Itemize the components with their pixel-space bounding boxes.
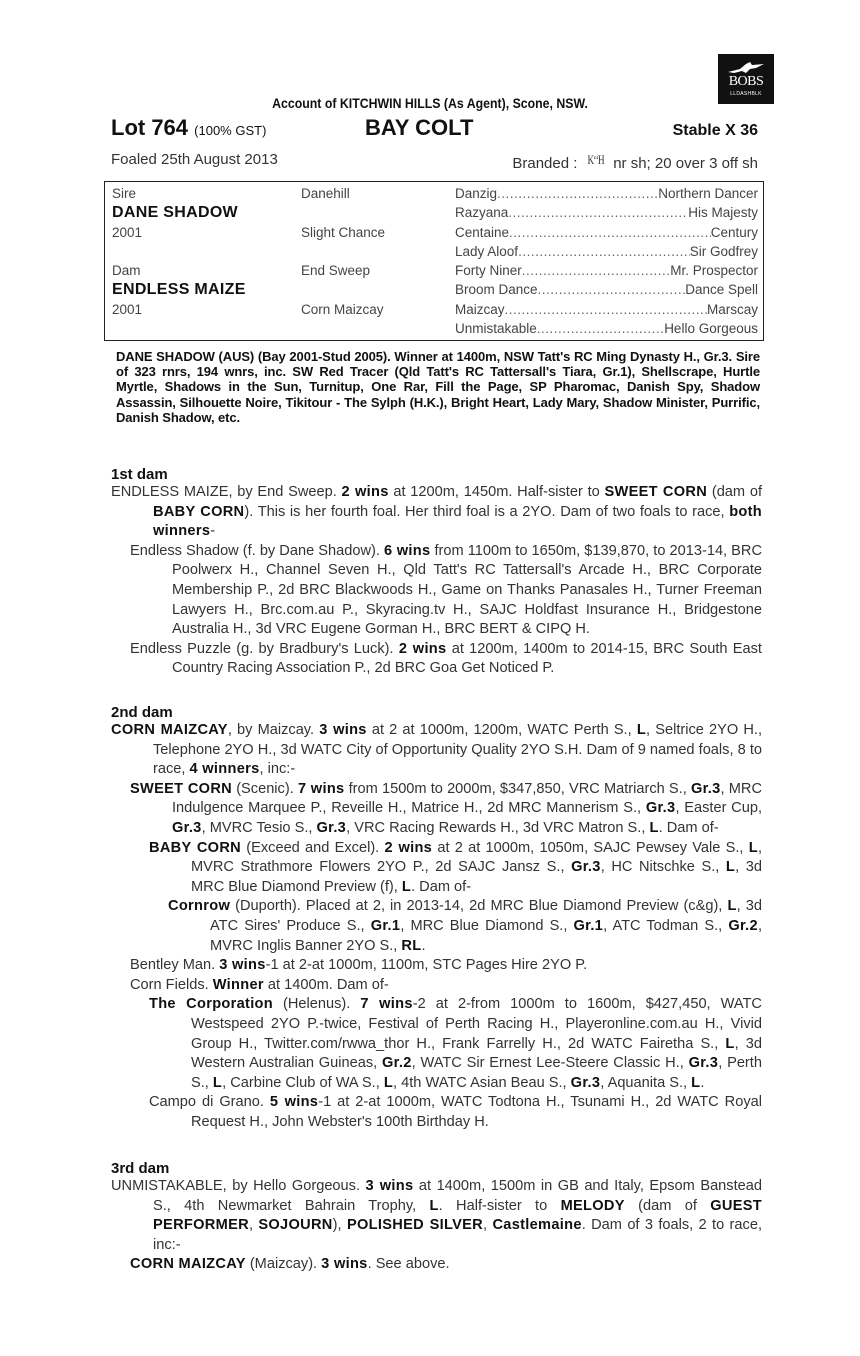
bold-text: L — [429, 1197, 439, 1214]
text: Forty Niner — [455, 263, 522, 278]
text: at 2 at 1000m, 1200m, WATC Perth S., — [366, 722, 637, 738]
bold-text: L — [691, 1074, 701, 1091]
dam-paragraph — [111, 721, 762, 780]
text: -1 at 2-at 1000m, WATC Todtona H., Tsunami H., 2d WATC Royal Request H., John Webster's 100th Birthday H. — [191, 1094, 762, 1130]
foaled-date: Foaled 25th August 2013 — [111, 151, 278, 168]
ancestor-row — [455, 184, 758, 203]
text: , 3d Western Australian Guineas, — [191, 1035, 762, 1072]
text: Lot 764 — [111, 115, 189, 140]
bold-text: Gr.2 — [382, 1055, 412, 1072]
bold-text: L — [748, 839, 758, 856]
bold-text: Gr.3 — [570, 1074, 601, 1091]
bold-text: 3 wins — [319, 722, 367, 738]
text: . Half-sister to — [438, 1197, 561, 1214]
bold-text: L — [636, 722, 647, 738]
bold-text: Gr.1 — [370, 917, 401, 934]
bold-text: both winners — [153, 503, 763, 540]
text: -2 at 2-from 1000m to 1600m, $427,450, WATC Westspeed 2YO P.-twice, Festival of Perth Racing H., Playeronline.com.au H., Vivid Group H., Twitter.com/rwwa_thor H., Frank Farrelly H., 2d WATC Fairetha S., — [191, 996, 762, 1052]
text: from 1100m to 1650m, $139,870, to 2013-14, BRC Poolwerx H., Channel Seven H., Qld Tatt's RC Tattersall's Arcade H., BRC Corporate Membership P., 2d BRC Blackwoods H., Game on Thanks Panasales H., Turner Freeman Lawyers H., Brc.com.au P., Skyracing.tv H., SAJC Holdfast Insurance H., Bridgestone Australia H., 3d VRC Eugene Gorman H., BRC BERT & CIPQ H. — [172, 542, 762, 638]
bold-text: L — [401, 878, 412, 895]
dam-name: ENDLESS MAIZE — [112, 281, 246, 298]
progeny-paragraph — [111, 1255, 762, 1275]
text: at 1200m, 1400m to 2014-15, BRC South East Country Racing Association P., 2d BRC Goa Get Noticed P. — [172, 640, 762, 677]
bold-text: L — [212, 1074, 223, 1091]
text: Account of KITCHWIN HILLS (As Agent), Scone, NSW. — [272, 95, 588, 111]
text: , HC Nitschke S., — [600, 859, 726, 876]
bold-text: Cornrow — [168, 898, 231, 915]
third-dam-section — [111, 1160, 762, 1275]
text: Endless Shadow (f. by Dane Shadow). — [130, 542, 384, 559]
gst-note: (100% GST) — [194, 123, 267, 138]
text: , MVRC Inglis Banner 2YO S., — [210, 917, 762, 954]
text: , 3d MRC Blue Diamond Preview (f), — [191, 859, 763, 895]
text: - — [210, 523, 216, 540]
bold-text: L — [725, 1035, 735, 1052]
ancestor-row — [455, 242, 758, 261]
progeny-paragraph — [111, 542, 762, 640]
bold-text: Gr.2 — [728, 917, 758, 934]
dam-paragraph — [111, 483, 762, 542]
ancestor-row — [455, 300, 758, 319]
sire-summary: DANE SHADOW (AUS) (Bay 2001-Stud 2005). Winner at 1400m, NSW Tatt's RC Ming Dynasty H., Gr.3. Sire of 323 rnrs, 194 wnrs, inc. SW Red Tracer (Qld Tatt's RC Tattersall's Tiara, Gr.1), Shellscrape, Hurtle Myrtle, Shadows in the Sun, Turnitup, One Rar, Fill the Page, SP Pharomac, Danish Spy, Shadow Assassin, Silhouette Noire, Tikitour - The Sylph (H.K.), Bright Heart, Lady Mary, Shadow Minister, Purrific, Danish Shadow, etc. — [116, 349, 760, 425]
text: , — [483, 1217, 493, 1234]
text: , Perth S., — [191, 1055, 762, 1091]
dam-sire: End Sweep — [301, 263, 371, 278]
text: , Carbine Club of WA S., — [222, 1074, 384, 1091]
second-dam-section — [111, 704, 762, 1132]
bold-text: L — [727, 898, 737, 915]
text: , ATC Todman S., — [603, 917, 729, 934]
bold-text: Gr.3 — [688, 1055, 719, 1072]
text: , 4th WATC Asian Beau S., — [393, 1074, 571, 1091]
text: at 1400m. Dam of- — [263, 976, 389, 993]
bold-text: Gr.3 — [571, 859, 601, 876]
vendor-account — [52, 95, 809, 111]
section-title: 2nd dam — [111, 704, 173, 721]
text: . See above. — [367, 1256, 450, 1273]
text: Century — [710, 225, 758, 240]
text: Lady Aloof — [455, 244, 519, 259]
stable-location: Stable X 36 — [672, 122, 758, 139]
text: Danzig — [455, 186, 498, 201]
text: Campo di Grano. — [149, 1094, 270, 1111]
text: , MRC Blue Diamond S., — [400, 917, 574, 934]
logo-text: BOBS — [728, 74, 764, 89]
text: Razyana — [455, 205, 509, 220]
sire-dam: Slight Chance — [301, 225, 386, 240]
text: (dam of — [624, 1197, 711, 1214]
text: (Exceed and Excel). — [241, 839, 385, 856]
text: Maizcay — [455, 302, 505, 317]
section-title: 1st dam — [111, 466, 168, 483]
bold-text: 5 wins — [269, 1094, 319, 1111]
bold-text: 2 wins — [384, 839, 433, 856]
text: . Dam of- — [658, 819, 719, 836]
text: , inc:- — [259, 761, 296, 778]
progeny-paragraph — [111, 1093, 762, 1132]
logo-subtitle: LLDASHBLK — [730, 91, 762, 97]
text: . — [700, 1074, 705, 1091]
text: , 3d ATC Sires' Produce S., — [210, 898, 763, 934]
progeny-paragraph — [111, 839, 762, 898]
bold-text: 3 wins — [365, 1178, 414, 1194]
text: , — [248, 1217, 259, 1234]
text: (Helenus). — [272, 996, 361, 1013]
text: at 1200m, 1450m. Half-sister to — [388, 484, 605, 500]
bold-text: CORN MAIZCAY — [130, 1256, 246, 1273]
text: Sir Godfrey — [689, 244, 758, 259]
text: (Maizcay). — [245, 1256, 322, 1273]
dam-label: Dam — [112, 263, 141, 278]
text: Mr. Prospector — [670, 263, 758, 278]
text: Northern Dancer — [658, 186, 758, 201]
text: , MRC Indulgence Marquee P., Reveille H., Matrice H., 2d MRC Mannerism S., — [172, 780, 762, 817]
bold-text: 3 wins — [219, 957, 266, 974]
progeny-paragraph — [111, 640, 762, 679]
text: -1 at 2-at 1000m, 1100m, STC Pages Hire 2YO P. — [265, 957, 588, 974]
text: . — [421, 937, 426, 954]
text: at 2 at 1000m, 1050m, SAJC Pewsey Vale S., — [432, 839, 749, 856]
bold-text: GUEST PERFORMER — [153, 1197, 762, 1234]
bold-text: L — [725, 859, 736, 876]
ancestor-row — [455, 319, 758, 338]
sire-sire: Danehill — [301, 186, 350, 201]
text: (Duporth). Placed at 2, in 2013-14, 2d MRC Blue Diamond Preview (c&g), — [230, 898, 728, 915]
bold-text: BABY CORN — [149, 839, 242, 856]
text: , by Maizcay. — [227, 722, 320, 738]
bold-text: 6 wins — [383, 542, 431, 559]
text: . Dam of- — [411, 878, 472, 895]
text: Marscay — [706, 302, 758, 317]
text: (Scenic). — [232, 780, 298, 797]
bold-text: SWEET CORN — [604, 484, 708, 500]
text: Centaine — [455, 225, 510, 240]
text: ), — [332, 1217, 347, 1234]
text: Unmistakable — [455, 321, 537, 336]
section-title: 3rd dam — [111, 1160, 170, 1177]
text: , WATC Sir Ernest Lee-Steere Classic H., — [411, 1055, 689, 1072]
dam-dam: Corn Maizcay — [301, 302, 384, 317]
text: , Easter Cup, — [675, 800, 763, 817]
text: Dance Spell — [685, 282, 758, 297]
text: , VRC Racing Rewards H., 3d VRC Matron S., — [346, 819, 650, 836]
ancestor-row — [455, 261, 758, 280]
bold-text: BABY CORN — [153, 503, 245, 520]
bold-text: The Corporation — [149, 996, 273, 1013]
progeny-paragraph — [111, 976, 762, 996]
bold-text: POLISHED SILVER — [346, 1217, 484, 1234]
text: UNMISTAKABLE, by Hello Gorgeous. — [111, 1178, 366, 1194]
bold-text: 2 wins — [398, 640, 447, 657]
sire-year: 2001 — [112, 225, 143, 240]
ancestor-row — [455, 223, 758, 242]
text: ). This is her fourth foal. Her third foal is a 2YO. Dam of two foals to race, — [244, 503, 730, 520]
text: Endless Puzzle (g. by Bradbury's Luck). — [130, 640, 399, 657]
bold-text: Gr.3 — [645, 800, 676, 817]
bold-text: Gr.3 — [172, 819, 202, 836]
progeny-paragraph — [111, 995, 762, 1093]
text: His Majesty — [688, 205, 758, 220]
horse-description: BAY COLT — [365, 115, 474, 140]
bold-text: RL — [401, 937, 422, 954]
text: , Seltrice 2YO H., Telephone 2YO H., 3d WATC City of Opportunity Quality 2YO S.H. Dam of 9 named foals, 8 to race, — [153, 722, 763, 778]
progeny-paragraph — [111, 780, 762, 839]
dam-paragraph — [111, 1177, 762, 1255]
brand-info — [512, 150, 758, 174]
bold-text: Gr.3 — [690, 780, 721, 797]
text: at 1400m, 1500m in GB and Italy, Epsom Banstead S., 4th Newmarket Bahrain Trophy, — [153, 1178, 762, 1214]
text: nr sh; 20 over 3 off sh — [613, 155, 758, 172]
bold-text: CORN MAIZCAY — [111, 722, 228, 738]
bold-text: 4 winners — [189, 761, 260, 778]
dam-year: 2001 — [112, 302, 143, 317]
bold-text: SWEET CORN — [130, 780, 233, 797]
lot-number — [111, 115, 266, 144]
bold-text: L — [649, 819, 659, 836]
bold-text: Winner — [212, 976, 264, 993]
bold-text: MELODY — [560, 1197, 625, 1214]
brand-mark-icon: KʻʻH — [587, 152, 604, 167]
bold-text: 7 wins — [360, 996, 413, 1013]
first-dam-section — [111, 466, 762, 679]
bold-text: 7 wins — [297, 780, 345, 797]
bold-text: SOJOURN — [258, 1217, 333, 1234]
progeny-paragraph — [111, 897, 762, 956]
text: Hello Gorgeous — [664, 321, 758, 336]
bold-text: 3 wins — [321, 1256, 368, 1273]
text: Bentley Man. — [130, 957, 220, 974]
pedigree-table — [104, 181, 764, 341]
progeny-paragraph — [111, 956, 762, 976]
text: . Dam of 3 foals, 2 to race, inc:- — [153, 1217, 763, 1253]
text: Corn Fields. — [130, 976, 213, 993]
text: , MVRC Strathmore Flowers 2YO P., 2d SAJC Jansz S., — [191, 839, 762, 876]
sire-label: Sire — [112, 186, 137, 201]
bold-text: Gr.3 — [316, 819, 347, 836]
text: (dam of — [707, 484, 762, 500]
text: , MVRC Tesio S., — [201, 819, 317, 836]
text: from 1500m to 2000m, $347,850, VRC Matriarch S., — [344, 780, 691, 797]
text: , Aquanita S., — [600, 1074, 692, 1091]
sire-name: DANE SHADOW — [112, 204, 238, 221]
bold-text: Gr.1 — [573, 917, 604, 934]
bold-text: 2 wins — [341, 484, 389, 500]
ancestor-row — [455, 280, 758, 299]
ancestor-row — [455, 203, 758, 222]
text: ENDLESS MAIZE, by End Sweep. — [111, 484, 342, 500]
bold-text: L — [383, 1074, 394, 1091]
bold-text: Castlemaine — [492, 1217, 582, 1234]
text: Branded : — [512, 155, 578, 172]
text: Broom Dance — [455, 282, 538, 297]
